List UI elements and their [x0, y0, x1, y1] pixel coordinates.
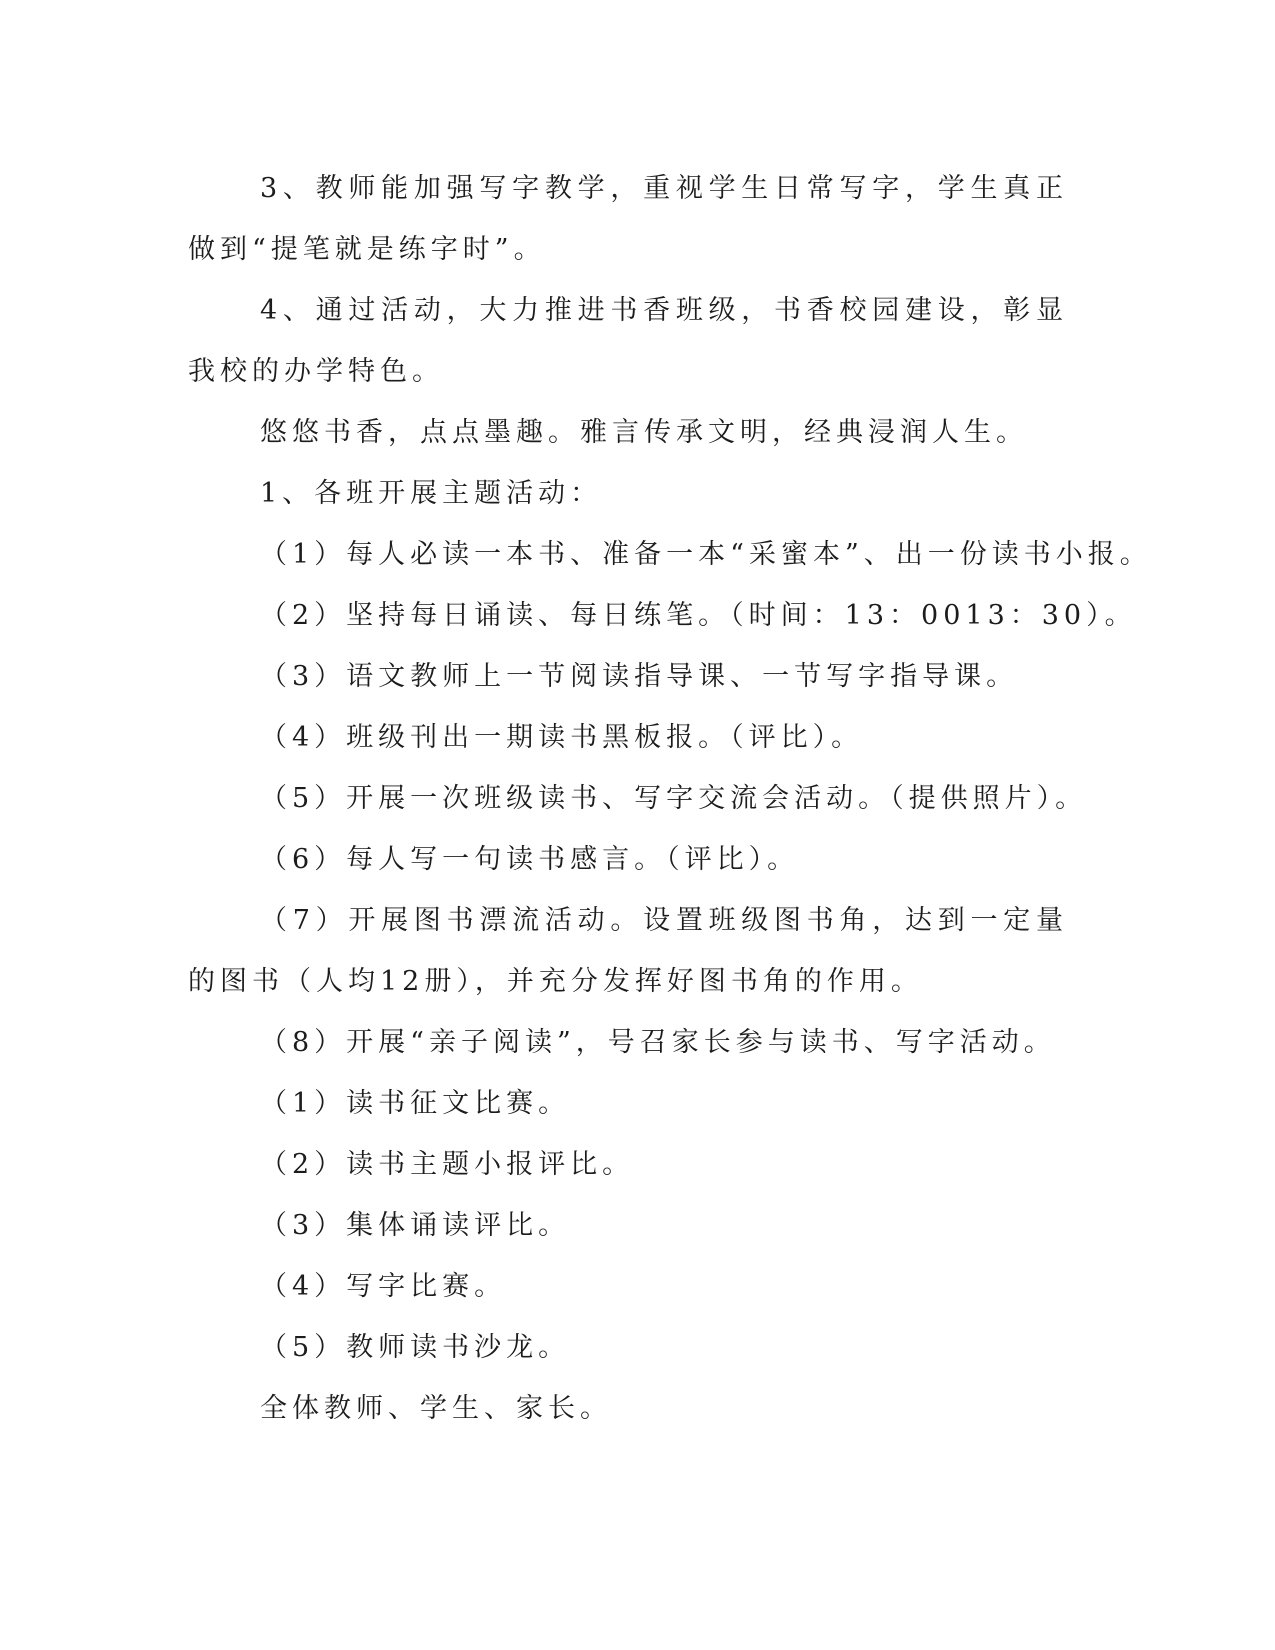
list-item-activity-4: （4）班级刊出一期读书黑板报。（评比）。 — [260, 722, 864, 753]
list-item-contest-4: （4）写字比赛。 — [260, 1271, 507, 1302]
list-item-activity-6: （6）每人写一句读书感言。（评比）。 — [260, 844, 800, 875]
paragraph-goal-3: 3、教师能加强写字教学，重视学生日常写字，学生真正做到“提笔就是练字时”。 — [188, 173, 1068, 265]
document-body — [188, 158, 1152, 1439]
list-item-activity-1: （1）每人必读一本书、准备一本“采蜜本”、出一份读书小报。 — [260, 539, 1152, 570]
paragraph-slogan: 悠悠书香，点点墨趣。雅言传承文明，经典浸润人生。 — [260, 417, 1028, 448]
list-item-activity-7: （7）开展图书漂流活动。设置班级图书角，达到一定量的图书（人均12册），并充分发挥好图书角的作用。 — [188, 905, 1068, 997]
list-item-contest-2: （2）读书主题小报评比。 — [260, 1149, 635, 1180]
list-item-activity-8: （8）开展“亲子阅读”，号召家长参与读书、写字活动。 — [260, 1027, 1056, 1058]
list-item-contest-3: （3）集体诵读评比。 — [260, 1210, 571, 1241]
list-item-activity-3: （3）语文教师上一节阅读指导课、一节写字指导课。 — [260, 661, 1019, 692]
list-item-contest-5: （5）教师读书沙龙。 — [260, 1332, 571, 1363]
list-item-activity-2: （2）坚持每日诵读、每日练笔。（时间：13：0013：30）。 — [260, 600, 1137, 631]
paragraph-goal-4: 4、通过活动，大力推进书香班级，书香校园建设，彰显我校的办学特色。 — [188, 295, 1068, 387]
list-item-contest-1: （1）读书征文比赛。 — [260, 1088, 571, 1119]
list-item-activity-5: （5）开展一次班级读书、写字交流会活动。（提供照片）。 — [260, 783, 1088, 814]
paragraph-section-1: 1、各班开展主题活动： — [260, 478, 603, 509]
paragraph-participants: 全体教师、学生、家长。 — [260, 1393, 612, 1424]
